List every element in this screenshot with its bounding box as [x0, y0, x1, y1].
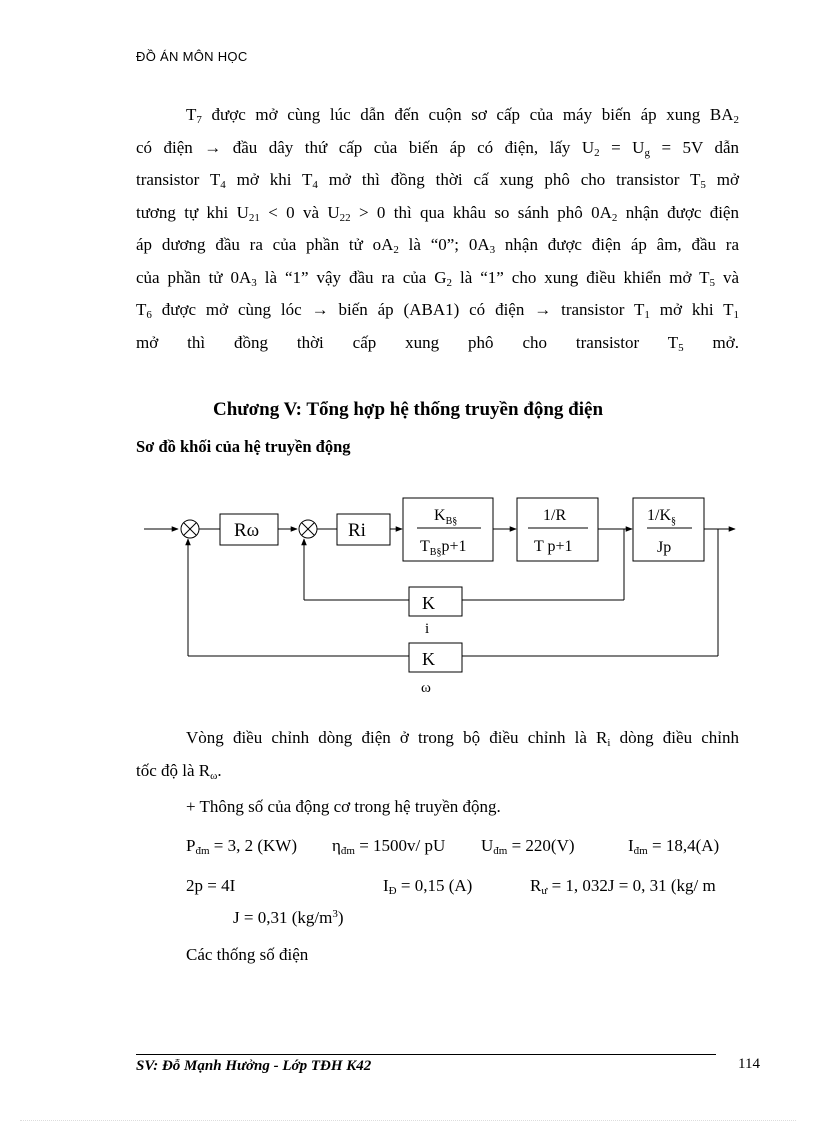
- document-header: ĐỒ ÁN MÔN HỌC: [136, 49, 248, 64]
- footer-divider: [136, 1054, 716, 1055]
- paragraph-line: áp dương đầu ra của phần tử $oA_2$ là “0”; $0A_3$ nhận được điện áp âm, đầu ra: [136, 235, 740, 256]
- paragraph-line: Vòng điều chỉnh dòng điện ở trong bộ điều chỉnh là $R_i$ dòng điều chỉnh: [186, 728, 739, 749]
- footer-author: SV: Đỗ Mạnh Hưởng - Lớp TĐH K42: [136, 1058, 372, 1074]
- paragraph-line: $T_7$ được mở cùng lúc dẫn đến cuộn sơ cấp của máy biến áp xung $BA_2$: [186, 105, 739, 126]
- paragraph-line: tương tự khi $U_{21} < 0$ và $U_{22} > 0$ thì qua khâu so sánh phô $0A_2$ nhận được điện: [136, 202, 739, 224]
- param-eta: $\eta_{đm} = 1500v/$ pU: [332, 836, 446, 857]
- feedback-block-ki: [409, 587, 462, 616]
- paragraph-line: $T_6$ được mở cùng lóc → biến áp (ABA1) có điện → transistor $T_1$ mở khi $T_1$: [136, 300, 740, 321]
- param-excitation-current: $I_Đ = 0,15$ (A): [383, 876, 473, 897]
- params-intro: + Thông số của động cơ trong hệ truyền động.: [186, 797, 501, 816]
- feedback-ki-sub: i: [425, 621, 430, 637]
- paragraph-line: mở thì đồng thời cấp xung phô cho transistor $T_5$ mở.: [136, 332, 739, 354]
- paragraph-control-loops: [136, 722, 739, 787]
- electrical-params-heading: Các thống số điện: [186, 945, 309, 964]
- param-voltage: $U_{đm} = 220(V)$: [481, 836, 575, 857]
- feedback-ki-label: K: [422, 593, 435, 613]
- page-number: 114: [738, 1056, 760, 1072]
- section-title: Sơ đồ khối của hệ truyền động: [136, 437, 351, 456]
- param-current: $I_{đm} = 18,4(A)$: [628, 836, 720, 857]
- mechanical-numerator: $1/K_\S$: [647, 507, 676, 527]
- block-r-omega-label: Rω: [234, 520, 260, 541]
- mechanical-denominator: Jp: [657, 539, 672, 556]
- armature-denominator: T p+1: [534, 538, 573, 555]
- feedback-komega-sub: ω: [421, 680, 431, 696]
- paragraph-line: có điện → đầu dây thứ cấp của biến áp có điện, lấy $U_2 = U_g = 5V$ dẫn: [136, 137, 739, 159]
- paragraph-line: transistor $T_4$ mở khi $T_4$ mở thì đồng thời cấ xung phô cho transistor $T_5$ mở: [136, 170, 739, 191]
- converter-denominator: $T_{B\S}p+1$: [420, 538, 467, 558]
- armature-numerator: 1/R: [543, 507, 567, 524]
- param-power: $P_{đm} = 3$, 2 (KW): [186, 836, 298, 857]
- paragraph-transistor-operation: [136, 99, 739, 359]
- param-poles: 2p = 4I: [186, 876, 236, 895]
- page-edge: [20, 1120, 796, 1121]
- block-ri-label: Ri: [348, 520, 366, 541]
- param-inertia: J = 0,31 $(kg/m^3)$: [233, 908, 344, 927]
- param-resistance: $R_ư = 1$, 032J = 0, 31 (kg/ m: [530, 876, 716, 897]
- feedback-komega-label: K: [422, 649, 435, 669]
- chapter-title: Chương V: Tổng hợp hệ thống truyền động điện: [212, 399, 604, 420]
- block-diagram: [130, 488, 750, 703]
- converter-numerator: $K_{B\S}$: [434, 507, 458, 527]
- feedback-block-komega: [409, 643, 462, 672]
- paragraph-line: của phần tử $0A_3$ là “1” vậy đầu ra của $G_2$ là “1” cho xung điều khiển mở $T_5$ và: [136, 267, 739, 289]
- paragraph-line: tốc độ là $R_\omega$.: [136, 760, 222, 782]
